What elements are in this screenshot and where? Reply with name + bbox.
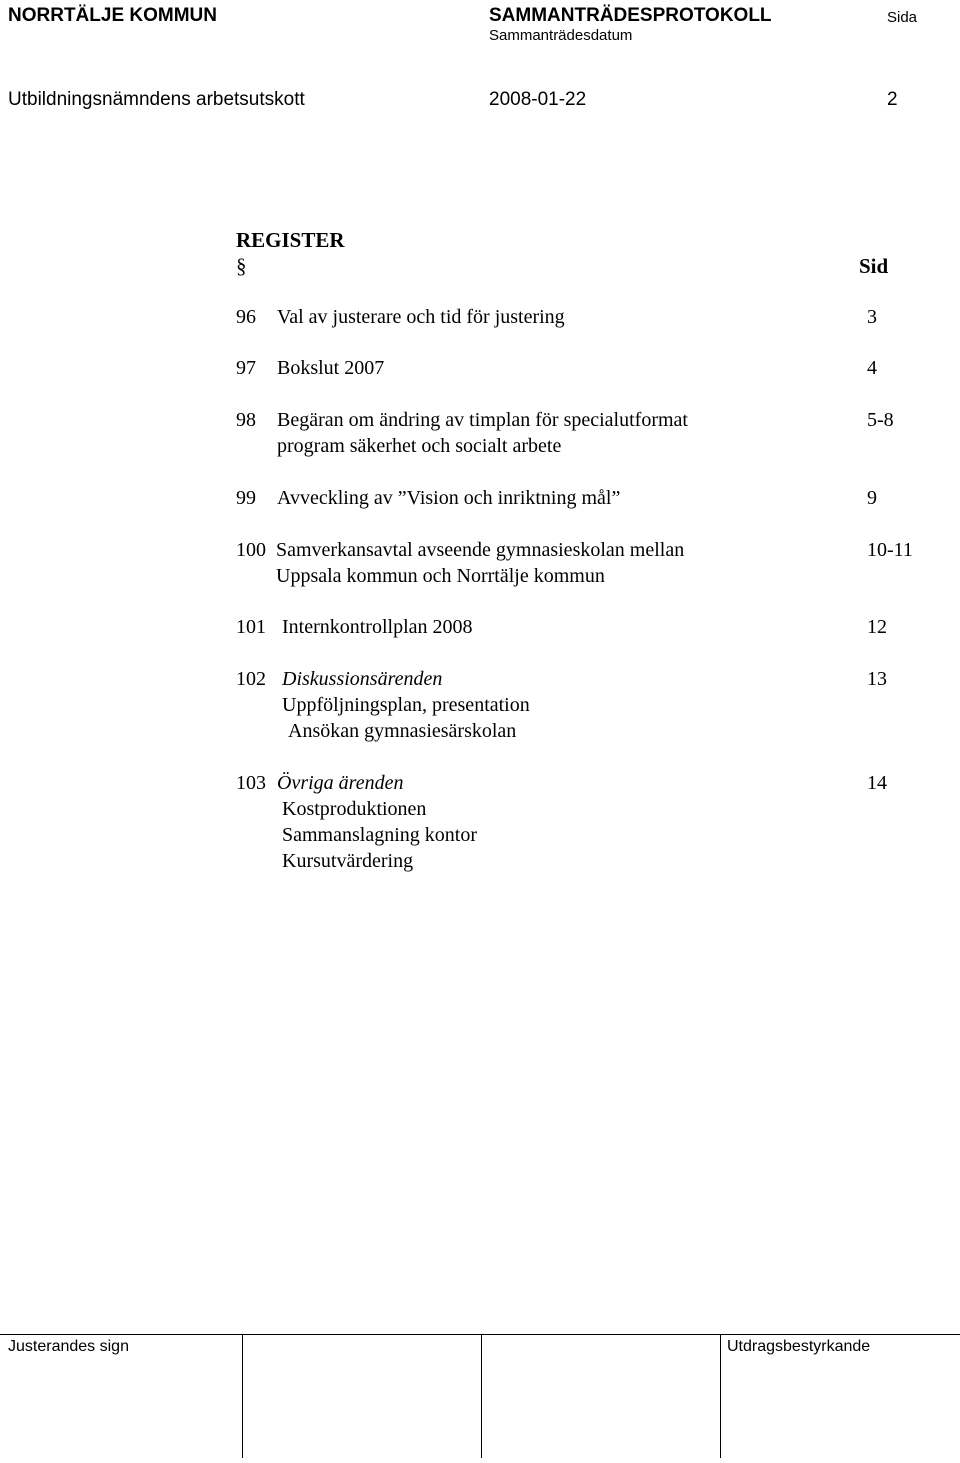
item-number: 101 — [236, 616, 266, 638]
item-title: Avveckling av ”Vision och inriktning mål” — [277, 487, 621, 509]
item-title-line2: program säkerhet och socialt arbete — [277, 435, 562, 457]
footer-justerandes-sign: Justerandes sign — [8, 1338, 129, 1355]
item-page: 3 — [867, 306, 877, 328]
item-title: Bokslut 2007 — [277, 357, 385, 379]
footer-divider — [481, 1334, 482, 1458]
item-number: 96 — [236, 306, 256, 328]
item-subitem: Ansökan gymnasiesärskolan — [288, 720, 517, 742]
date-label: Sammanträdesdatum — [489, 27, 633, 44]
item-subitem: Kostproduktionen — [282, 798, 427, 820]
page-label: Sida — [887, 9, 918, 26]
org-name: NORRTÄLJE KOMMUN — [8, 5, 217, 26]
doc-type: SAMMANTRÄDESPROTOKOLL — [489, 5, 772, 26]
item-number: 99 — [236, 487, 256, 509]
item-number: 102 — [236, 668, 266, 690]
item-page: 5-8 — [867, 409, 894, 431]
item-page: 10-11 — [867, 539, 913, 561]
item-page: 12 — [867, 616, 887, 638]
item-page: 9 — [867, 487, 877, 509]
footer-utdragsbestyrkande: Utdragsbestyrkande — [727, 1338, 871, 1355]
item-title-line2: Uppsala kommun och Norrtälje kommun — [276, 565, 605, 587]
item-title: Samverkansavtal avseende gymnasieskolan mellan — [276, 539, 685, 561]
item-title: Övriga ärenden — [277, 772, 404, 794]
footer-divider — [242, 1334, 243, 1458]
item-number: 100 — [236, 539, 266, 561]
footer-divider — [720, 1334, 721, 1458]
meeting-date: 2008-01-22 — [489, 89, 587, 110]
item-page: 13 — [867, 668, 887, 690]
item-subitem: Sammanslagning kontor — [282, 824, 477, 846]
item-number: 98 — [236, 409, 256, 431]
item-page: 14 — [867, 772, 887, 794]
footer-top-rule — [0, 1334, 960, 1335]
committee-name: Utbildningsnämndens arbetsutskott — [8, 89, 305, 110]
item-title: Val av justerare och tid för justering — [277, 306, 565, 328]
item-number: 103 — [236, 772, 266, 794]
item-title: Begäran om ändring av timplan för specialutformat — [277, 409, 688, 431]
item-subitem: Uppföljningsplan, presentation — [282, 694, 530, 716]
page-number: 2 — [887, 89, 898, 110]
item-page: 4 — [867, 357, 877, 379]
item-subitem: Kursutvärdering — [282, 850, 414, 872]
section-symbol: § — [236, 254, 247, 278]
register-title: REGISTER — [236, 228, 345, 252]
item-title: Diskussionsärenden — [282, 668, 443, 690]
item-title: Internkontrollplan 2008 — [282, 616, 473, 638]
item-number: 97 — [236, 357, 256, 379]
page-column-heading: Sid — [859, 254, 889, 278]
